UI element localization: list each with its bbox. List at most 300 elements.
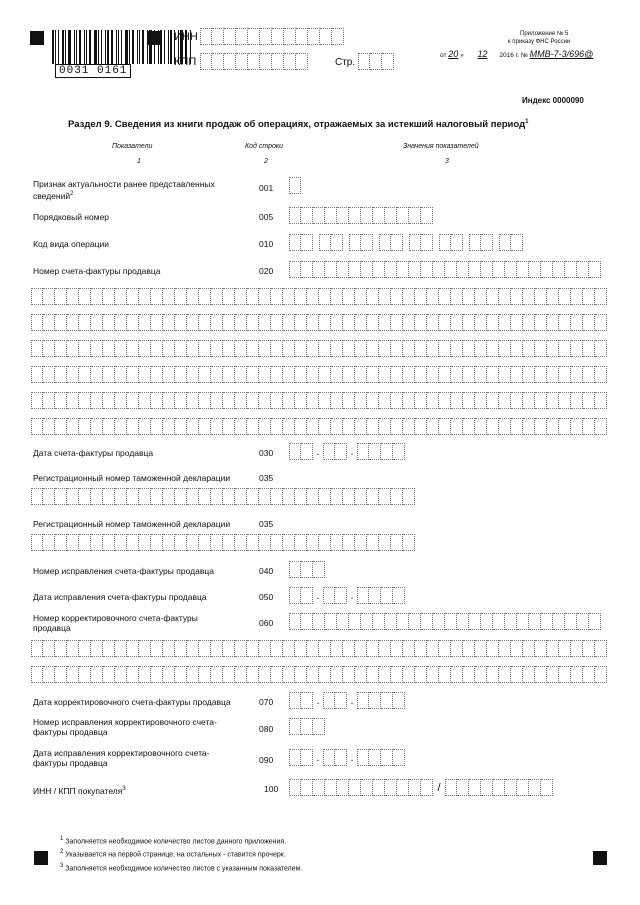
input-cell[interactable] bbox=[583, 314, 595, 331]
input-cell[interactable] bbox=[323, 692, 335, 709]
input-cell[interactable] bbox=[367, 488, 379, 505]
input-cell[interactable] bbox=[43, 366, 55, 383]
input-cell[interactable] bbox=[260, 53, 272, 70]
input-cell[interactable] bbox=[463, 366, 475, 383]
input-cell[interactable] bbox=[211, 418, 223, 435]
input-cell[interactable] bbox=[325, 207, 337, 224]
input-cell[interactable] bbox=[367, 392, 379, 409]
input-cell[interactable] bbox=[367, 640, 379, 657]
input-cell[interactable] bbox=[451, 234, 463, 251]
input-cell[interactable] bbox=[235, 640, 247, 657]
input-cell[interactable] bbox=[259, 392, 271, 409]
input-cell[interactable] bbox=[367, 366, 379, 383]
input-cell[interactable] bbox=[547, 666, 559, 683]
input-cell[interactable] bbox=[505, 779, 517, 796]
input-cell[interactable] bbox=[523, 392, 535, 409]
input-cell[interactable] bbox=[589, 613, 601, 630]
input-cell[interactable] bbox=[385, 207, 397, 224]
input-cell[interactable] bbox=[487, 314, 499, 331]
input-cell[interactable] bbox=[403, 640, 415, 657]
input-cell[interactable] bbox=[547, 392, 559, 409]
input-cell[interactable] bbox=[115, 534, 127, 551]
input-cell[interactable] bbox=[343, 314, 355, 331]
input-cell[interactable] bbox=[223, 314, 235, 331]
input-cell[interactable] bbox=[427, 418, 439, 435]
input-cell[interactable] bbox=[247, 666, 259, 683]
input-cell[interactable] bbox=[427, 640, 439, 657]
input-cell[interactable] bbox=[391, 392, 403, 409]
cell-group[interactable] bbox=[445, 779, 553, 796]
input-cell[interactable] bbox=[175, 288, 187, 305]
input-cell[interactable] bbox=[235, 534, 247, 551]
input-cell[interactable] bbox=[397, 779, 409, 796]
input-cell[interactable] bbox=[367, 534, 379, 551]
input-cell[interactable] bbox=[357, 749, 369, 766]
input-cell[interactable] bbox=[475, 666, 487, 683]
cell-group[interactable] bbox=[289, 749, 313, 766]
input-cell[interactable] bbox=[272, 53, 284, 70]
input-cell[interactable] bbox=[103, 534, 115, 551]
input-cell[interactable] bbox=[331, 640, 343, 657]
input-cell[interactable] bbox=[511, 314, 523, 331]
row-060-continuation-2[interactable] bbox=[31, 666, 607, 683]
input-cell[interactable] bbox=[409, 779, 421, 796]
input-cell[interactable] bbox=[43, 534, 55, 551]
input-cell[interactable] bbox=[331, 488, 343, 505]
input-cell[interactable] bbox=[391, 288, 403, 305]
input-cell[interactable] bbox=[589, 261, 601, 278]
input-cell[interactable] bbox=[379, 366, 391, 383]
input-cell[interactable] bbox=[439, 288, 451, 305]
input-cell[interactable] bbox=[283, 534, 295, 551]
input-cell[interactable] bbox=[577, 261, 589, 278]
input-cell[interactable] bbox=[211, 314, 223, 331]
input-cell[interactable] bbox=[163, 366, 175, 383]
input-cell[interactable] bbox=[307, 288, 319, 305]
input-cell[interactable] bbox=[481, 779, 493, 796]
input-cell[interactable] bbox=[469, 234, 481, 251]
input-cell[interactable] bbox=[283, 640, 295, 657]
input-cell[interactable] bbox=[535, 418, 547, 435]
input-cell[interactable] bbox=[583, 392, 595, 409]
input-cell[interactable] bbox=[283, 418, 295, 435]
input-cell[interactable] bbox=[337, 613, 349, 630]
row-010-field[interactable] bbox=[289, 234, 523, 251]
input-cell[interactable] bbox=[163, 288, 175, 305]
input-cell[interactable] bbox=[283, 288, 295, 305]
input-cell[interactable] bbox=[529, 261, 541, 278]
input-cell[interactable] bbox=[403, 288, 415, 305]
input-cell[interactable] bbox=[295, 418, 307, 435]
input-cell[interactable] bbox=[31, 488, 43, 505]
input-cell[interactable] bbox=[151, 534, 163, 551]
input-cell[interactable] bbox=[331, 314, 343, 331]
input-cell[interactable] bbox=[397, 261, 409, 278]
input-cell[interactable] bbox=[211, 640, 223, 657]
input-cell[interactable] bbox=[301, 779, 313, 796]
input-cell[interactable] bbox=[335, 749, 347, 766]
row-020-continuation-2[interactable] bbox=[31, 314, 607, 331]
row-020-continuation-5[interactable] bbox=[31, 392, 607, 409]
input-cell[interactable] bbox=[577, 613, 589, 630]
input-cell[interactable] bbox=[523, 640, 535, 657]
input-cell[interactable] bbox=[31, 534, 43, 551]
input-cell[interactable] bbox=[391, 234, 403, 251]
input-cell[interactable] bbox=[163, 314, 175, 331]
input-cell[interactable] bbox=[223, 340, 235, 357]
input-cell[interactable] bbox=[43, 314, 55, 331]
input-cell[interactable] bbox=[235, 488, 247, 505]
input-cell[interactable] bbox=[247, 340, 259, 357]
input-cell[interactable] bbox=[583, 640, 595, 657]
input-cell[interactable] bbox=[523, 340, 535, 357]
input-cell[interactable] bbox=[55, 418, 67, 435]
input-cell[interactable] bbox=[308, 28, 320, 45]
input-cell[interactable] bbox=[331, 666, 343, 683]
input-cell[interactable] bbox=[439, 392, 451, 409]
input-cell[interactable] bbox=[595, 314, 607, 331]
input-cell[interactable] bbox=[236, 28, 248, 45]
input-cell[interactable] bbox=[337, 261, 349, 278]
input-cell[interactable] bbox=[379, 234, 391, 251]
input-cell[interactable] bbox=[595, 666, 607, 683]
input-cell[interactable] bbox=[379, 314, 391, 331]
input-cell[interactable] bbox=[283, 392, 295, 409]
input-cell[interactable] bbox=[139, 488, 151, 505]
input-cell[interactable] bbox=[421, 779, 433, 796]
input-cell[interactable] bbox=[289, 261, 301, 278]
input-cell[interactable] bbox=[67, 488, 79, 505]
input-cell[interactable] bbox=[499, 392, 511, 409]
input-cell[interactable] bbox=[313, 613, 325, 630]
input-cell[interactable] bbox=[235, 392, 247, 409]
input-cell[interactable] bbox=[55, 666, 67, 683]
input-cell[interactable] bbox=[247, 418, 259, 435]
input-cell[interactable] bbox=[367, 288, 379, 305]
input-cell[interactable] bbox=[313, 261, 325, 278]
row-060-continuation-1[interactable] bbox=[31, 640, 607, 657]
row-001-field[interactable] bbox=[289, 177, 301, 194]
input-cell[interactable] bbox=[361, 261, 373, 278]
input-cell[interactable] bbox=[199, 366, 211, 383]
input-cell[interactable] bbox=[369, 443, 381, 460]
input-cell[interactable] bbox=[493, 261, 505, 278]
input-cell[interactable] bbox=[79, 534, 91, 551]
input-cell[interactable] bbox=[79, 314, 91, 331]
input-cell[interactable] bbox=[283, 666, 295, 683]
input-cell[interactable] bbox=[559, 666, 571, 683]
cell-group[interactable] bbox=[323, 749, 347, 766]
input-cell[interactable] bbox=[55, 340, 67, 357]
input-cell[interactable] bbox=[571, 392, 583, 409]
input-cell[interactable] bbox=[415, 288, 427, 305]
input-cell[interactable] bbox=[31, 666, 43, 683]
input-cell[interactable] bbox=[259, 314, 271, 331]
input-cell[interactable] bbox=[415, 666, 427, 683]
input-cell[interactable] bbox=[487, 418, 499, 435]
input-cell[interactable] bbox=[357, 692, 369, 709]
input-cell[interactable] bbox=[385, 613, 397, 630]
input-cell[interactable] bbox=[295, 366, 307, 383]
input-cell[interactable] bbox=[343, 640, 355, 657]
input-cell[interactable] bbox=[523, 288, 535, 305]
input-cell[interactable] bbox=[403, 392, 415, 409]
input-cell[interactable] bbox=[271, 534, 283, 551]
input-cell[interactable] bbox=[187, 392, 199, 409]
input-cell[interactable] bbox=[511, 288, 523, 305]
input-cell[interactable] bbox=[211, 288, 223, 305]
input-cell[interactable] bbox=[403, 534, 415, 551]
input-cell[interactable] bbox=[67, 392, 79, 409]
input-cell[interactable] bbox=[535, 314, 547, 331]
input-cell[interactable] bbox=[355, 418, 367, 435]
input-cell[interactable] bbox=[223, 288, 235, 305]
input-cell[interactable] bbox=[511, 366, 523, 383]
input-cell[interactable] bbox=[307, 666, 319, 683]
input-cell[interactable] bbox=[307, 366, 319, 383]
input-cell[interactable] bbox=[248, 28, 260, 45]
input-cell[interactable] bbox=[175, 314, 187, 331]
input-cell[interactable] bbox=[260, 28, 272, 45]
input-cell[interactable] bbox=[445, 261, 457, 278]
input-cell[interactable] bbox=[595, 392, 607, 409]
input-cell[interactable] bbox=[451, 340, 463, 357]
input-cell[interactable] bbox=[295, 340, 307, 357]
row-090-field[interactable] bbox=[289, 749, 405, 766]
input-cell[interactable] bbox=[91, 340, 103, 357]
input-cell[interactable] bbox=[583, 418, 595, 435]
input-cell[interactable] bbox=[211, 488, 223, 505]
input-cell[interactable] bbox=[79, 392, 91, 409]
input-cell[interactable] bbox=[451, 640, 463, 657]
input-cell[interactable] bbox=[439, 640, 451, 657]
input-cell[interactable] bbox=[397, 207, 409, 224]
cell-group[interactable] bbox=[357, 749, 405, 766]
input-cell[interactable] bbox=[451, 366, 463, 383]
input-cell[interactable] bbox=[397, 613, 409, 630]
input-cell[interactable] bbox=[319, 640, 331, 657]
input-cell[interactable] bbox=[187, 314, 199, 331]
input-cell[interactable] bbox=[409, 207, 421, 224]
input-cell[interactable] bbox=[31, 640, 43, 657]
input-cell[interactable] bbox=[289, 587, 301, 604]
input-cell[interactable] bbox=[457, 779, 469, 796]
input-cell[interactable] bbox=[493, 779, 505, 796]
input-cell[interactable] bbox=[343, 418, 355, 435]
input-cell[interactable] bbox=[175, 640, 187, 657]
input-cell[interactable] bbox=[439, 366, 451, 383]
row-035b-field[interactable] bbox=[31, 534, 415, 551]
input-cell[interactable] bbox=[415, 418, 427, 435]
input-cell[interactable] bbox=[331, 534, 343, 551]
input-cell[interactable] bbox=[115, 288, 127, 305]
input-cell[interactable] bbox=[295, 288, 307, 305]
input-cell[interactable] bbox=[199, 418, 211, 435]
input-cell[interactable] bbox=[259, 418, 271, 435]
input-cell[interactable] bbox=[487, 366, 499, 383]
input-cell[interactable] bbox=[163, 340, 175, 357]
input-cell[interactable] bbox=[325, 261, 337, 278]
input-cell[interactable] bbox=[103, 640, 115, 657]
input-cell[interactable] bbox=[349, 779, 361, 796]
input-cell[interactable] bbox=[415, 314, 427, 331]
input-cell[interactable] bbox=[55, 534, 67, 551]
input-cell[interactable] bbox=[559, 392, 571, 409]
input-cell[interactable] bbox=[355, 392, 367, 409]
input-cell[interactable] bbox=[79, 366, 91, 383]
input-cell[interactable] bbox=[475, 392, 487, 409]
input-cell[interactable] bbox=[481, 613, 493, 630]
input-cell[interactable] bbox=[115, 366, 127, 383]
input-cell[interactable] bbox=[271, 488, 283, 505]
input-cell[interactable] bbox=[415, 366, 427, 383]
input-cell[interactable] bbox=[511, 392, 523, 409]
input-cell[interactable] bbox=[307, 314, 319, 331]
cell-group[interactable] bbox=[319, 234, 343, 251]
input-cell[interactable] bbox=[523, 418, 535, 435]
input-cell[interactable] bbox=[385, 779, 397, 796]
input-cell[interactable] bbox=[235, 666, 247, 683]
input-cell[interactable] bbox=[475, 340, 487, 357]
input-cell[interactable] bbox=[499, 418, 511, 435]
input-cell[interactable] bbox=[247, 366, 259, 383]
cell-group[interactable] bbox=[439, 234, 463, 251]
input-cell[interactable] bbox=[481, 234, 493, 251]
input-cell[interactable] bbox=[361, 207, 373, 224]
input-cell[interactable] bbox=[421, 613, 433, 630]
row-050-field[interactable] bbox=[289, 587, 405, 604]
input-cell[interactable] bbox=[91, 534, 103, 551]
input-cell[interactable] bbox=[403, 666, 415, 683]
input-cell[interactable] bbox=[451, 666, 463, 683]
input-cell[interactable] bbox=[289, 749, 301, 766]
input-cell[interactable] bbox=[535, 640, 547, 657]
input-cell[interactable] bbox=[571, 288, 583, 305]
input-cell[interactable] bbox=[349, 613, 361, 630]
input-cell[interactable] bbox=[91, 314, 103, 331]
input-cell[interactable] bbox=[67, 534, 79, 551]
input-cell[interactable] bbox=[259, 666, 271, 683]
input-cell[interactable] bbox=[55, 488, 67, 505]
input-cell[interactable] bbox=[127, 666, 139, 683]
input-cell[interactable] bbox=[451, 288, 463, 305]
input-cell[interactable] bbox=[319, 234, 331, 251]
cell-group[interactable] bbox=[357, 443, 405, 460]
row-040-field[interactable] bbox=[289, 561, 325, 578]
input-cell[interactable] bbox=[55, 288, 67, 305]
input-cell[interactable] bbox=[379, 534, 391, 551]
input-cell[interactable] bbox=[151, 340, 163, 357]
input-cell[interactable] bbox=[439, 234, 451, 251]
input-cell[interactable] bbox=[247, 314, 259, 331]
row-060-field[interactable] bbox=[289, 613, 601, 630]
input-cell[interactable] bbox=[199, 534, 211, 551]
input-cell[interactable] bbox=[391, 314, 403, 331]
input-cell[interactable] bbox=[475, 314, 487, 331]
input-cell[interactable] bbox=[289, 718, 301, 735]
cell-group[interactable] bbox=[357, 692, 405, 709]
input-cell[interactable] bbox=[409, 613, 421, 630]
input-cell[interactable] bbox=[343, 488, 355, 505]
input-cell[interactable] bbox=[331, 288, 343, 305]
input-cell[interactable] bbox=[289, 561, 301, 578]
input-cell[interactable] bbox=[421, 234, 433, 251]
input-cell[interactable] bbox=[553, 261, 565, 278]
inn-field[interactable] bbox=[200, 28, 344, 45]
input-cell[interactable] bbox=[91, 392, 103, 409]
input-cell[interactable] bbox=[212, 53, 224, 70]
input-cell[interactable] bbox=[499, 366, 511, 383]
input-cell[interactable] bbox=[283, 488, 295, 505]
input-cell[interactable] bbox=[370, 53, 382, 70]
input-cell[interactable] bbox=[301, 261, 313, 278]
input-cell[interactable] bbox=[319, 534, 331, 551]
input-cell[interactable] bbox=[421, 207, 433, 224]
input-cell[interactable] bbox=[381, 443, 393, 460]
kpp-field[interactable] bbox=[200, 53, 308, 70]
input-cell[interactable] bbox=[331, 366, 343, 383]
input-cell[interactable] bbox=[127, 418, 139, 435]
input-cell[interactable] bbox=[139, 340, 151, 357]
input-cell[interactable] bbox=[475, 366, 487, 383]
input-cell[interactable] bbox=[391, 366, 403, 383]
input-cell[interactable] bbox=[463, 640, 475, 657]
input-cell[interactable] bbox=[331, 418, 343, 435]
input-cell[interactable] bbox=[139, 366, 151, 383]
input-cell[interactable] bbox=[319, 392, 331, 409]
input-cell[interactable] bbox=[271, 666, 283, 683]
cell-group[interactable] bbox=[289, 692, 313, 709]
input-cell[interactable] bbox=[79, 340, 91, 357]
input-cell[interactable] bbox=[343, 534, 355, 551]
input-cell[interactable] bbox=[439, 314, 451, 331]
input-cell[interactable] bbox=[103, 366, 115, 383]
input-cell[interactable] bbox=[200, 28, 212, 45]
input-cell[interactable] bbox=[91, 288, 103, 305]
input-cell[interactable] bbox=[595, 366, 607, 383]
input-cell[interactable] bbox=[295, 534, 307, 551]
input-cell[interactable] bbox=[547, 340, 559, 357]
input-cell[interactable] bbox=[391, 666, 403, 683]
input-cell[interactable] bbox=[373, 261, 385, 278]
input-cell[interactable] bbox=[223, 392, 235, 409]
input-cell[interactable] bbox=[499, 340, 511, 357]
cell-group[interactable] bbox=[469, 234, 493, 251]
input-cell[interactable] bbox=[325, 779, 337, 796]
input-cell[interactable] bbox=[511, 640, 523, 657]
input-cell[interactable] bbox=[301, 692, 313, 709]
input-cell[interactable] bbox=[271, 366, 283, 383]
input-cell[interactable] bbox=[487, 340, 499, 357]
input-cell[interactable] bbox=[361, 613, 373, 630]
input-cell[interactable] bbox=[43, 288, 55, 305]
input-cell[interactable] bbox=[211, 666, 223, 683]
input-cell[interactable] bbox=[199, 392, 211, 409]
input-cell[interactable] bbox=[583, 288, 595, 305]
input-cell[interactable] bbox=[43, 340, 55, 357]
input-cell[interactable] bbox=[331, 340, 343, 357]
input-cell[interactable] bbox=[421, 261, 433, 278]
input-cell[interactable] bbox=[403, 418, 415, 435]
input-cell[interactable] bbox=[355, 488, 367, 505]
input-cell[interactable] bbox=[127, 488, 139, 505]
input-cell[interactable] bbox=[259, 366, 271, 383]
input-cell[interactable] bbox=[139, 418, 151, 435]
input-cell[interactable] bbox=[403, 488, 415, 505]
input-cell[interactable] bbox=[271, 314, 283, 331]
input-cell[interactable] bbox=[535, 392, 547, 409]
row-020-field[interactable] bbox=[289, 261, 601, 278]
